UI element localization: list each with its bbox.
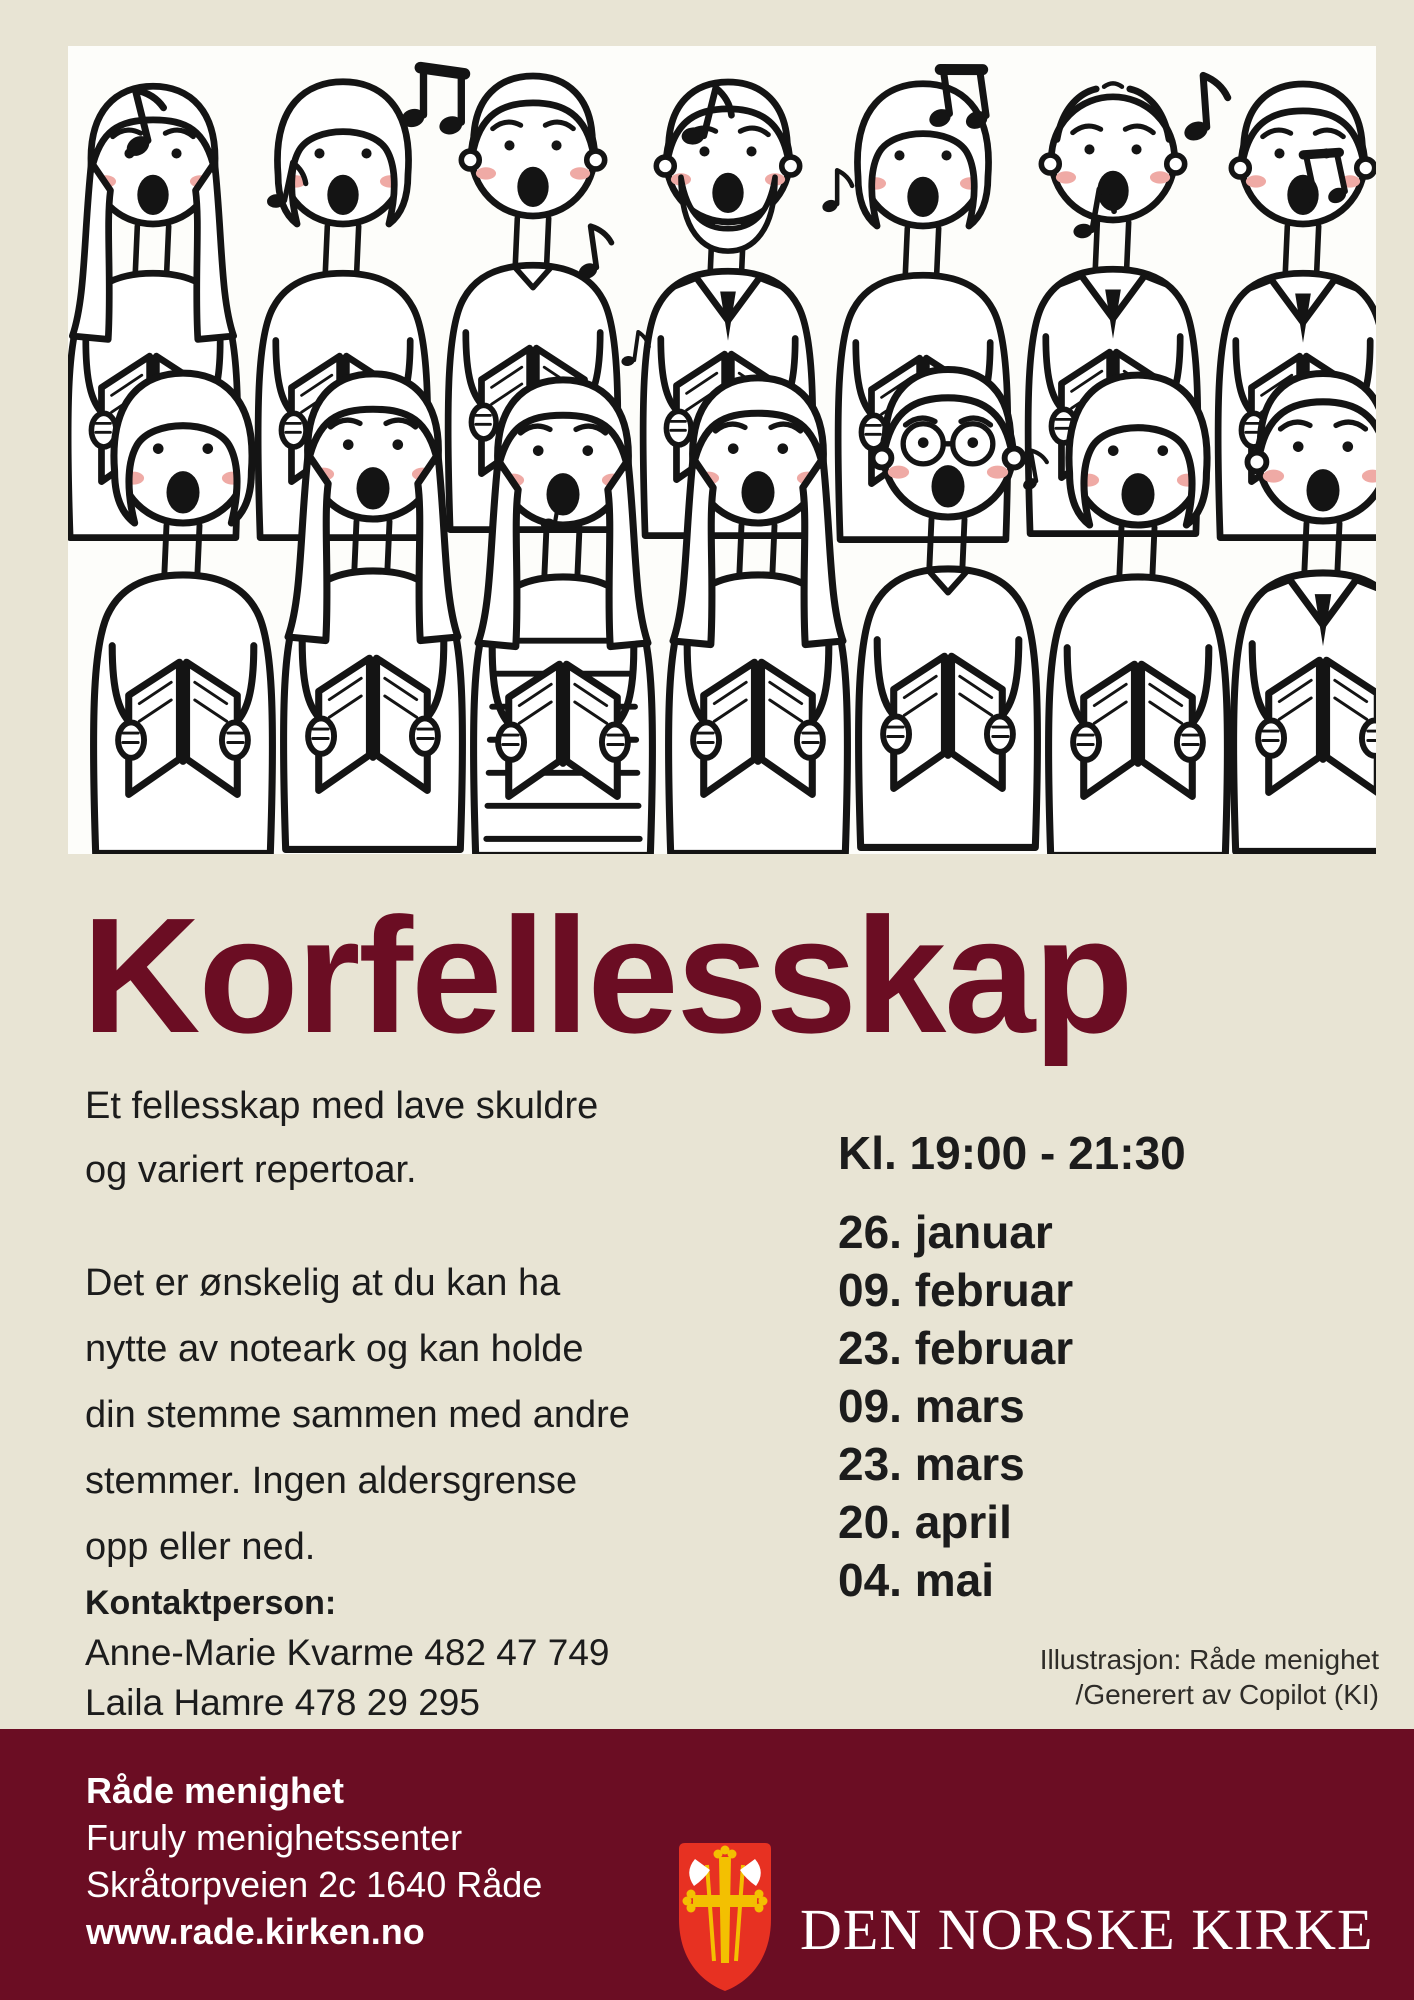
schedule-date: 04. mai bbox=[838, 1554, 994, 1606]
contact-person: Laila Hamre 478 29 295 bbox=[85, 1682, 480, 1723]
schedule-date: 23. mars bbox=[838, 1438, 1025, 1490]
contact-person: Anne-Marie Kvarme 482 47 749 bbox=[85, 1632, 610, 1673]
body-text bbox=[85, 1250, 630, 1580]
choir-illustration-svg bbox=[68, 46, 1376, 854]
schedule-time: Kl. 19:00 - 21:30 bbox=[838, 1127, 1186, 1179]
footer-website: www.rade.kirken.no bbox=[86, 1911, 425, 1952]
schedule-date: 26. januar bbox=[838, 1206, 1053, 1258]
schedule-date: 09. mars bbox=[838, 1380, 1025, 1432]
footer-address: Skråtorpveien 2c 1640 Råde bbox=[86, 1864, 543, 1905]
body-line: din stemme sammen med andre bbox=[85, 1394, 630, 1436]
illustration-credit bbox=[1040, 1642, 1379, 1712]
contact-label: Kontaktperson: bbox=[85, 1584, 337, 1622]
intro-text bbox=[85, 1074, 598, 1202]
footer-address-block bbox=[86, 1767, 542, 1955]
credit-line: /Generert av Copilot (KI) bbox=[1075, 1679, 1379, 1710]
schedule-date: 23. februar bbox=[838, 1322, 1074, 1374]
body-line: Det er ønskelig at du kan ha bbox=[85, 1262, 561, 1304]
credit-line: Illustrasjon: Råde menighet bbox=[1039, 1644, 1379, 1675]
body-line: stemmer. Ingen aldersgrense bbox=[85, 1460, 578, 1502]
contact-list bbox=[85, 1628, 609, 1728]
church-name: DEN NORSKE KIRKE bbox=[800, 1897, 1374, 1962]
schedule-date: 09. februar bbox=[838, 1264, 1074, 1316]
intro-line: Et fellesskap med lave skuldre bbox=[85, 1085, 599, 1127]
footer-org: Råde menighet bbox=[86, 1770, 345, 1811]
intro-line: og variert repertoar. bbox=[85, 1149, 417, 1191]
choir-illustration bbox=[68, 46, 1376, 854]
body-line: nytte av noteark og kan holde bbox=[85, 1328, 584, 1370]
church-shield-icon bbox=[677, 1841, 773, 1993]
footer-bar bbox=[0, 1729, 1414, 2000]
schedule-date-list bbox=[838, 1203, 1073, 1609]
schedule-date: 20. april bbox=[838, 1496, 1012, 1548]
body-line: opp eller ned. bbox=[85, 1526, 316, 1568]
footer-venue: Furuly menighetssenter bbox=[86, 1817, 463, 1858]
page-title: Korfellesskap bbox=[82, 884, 1132, 1067]
